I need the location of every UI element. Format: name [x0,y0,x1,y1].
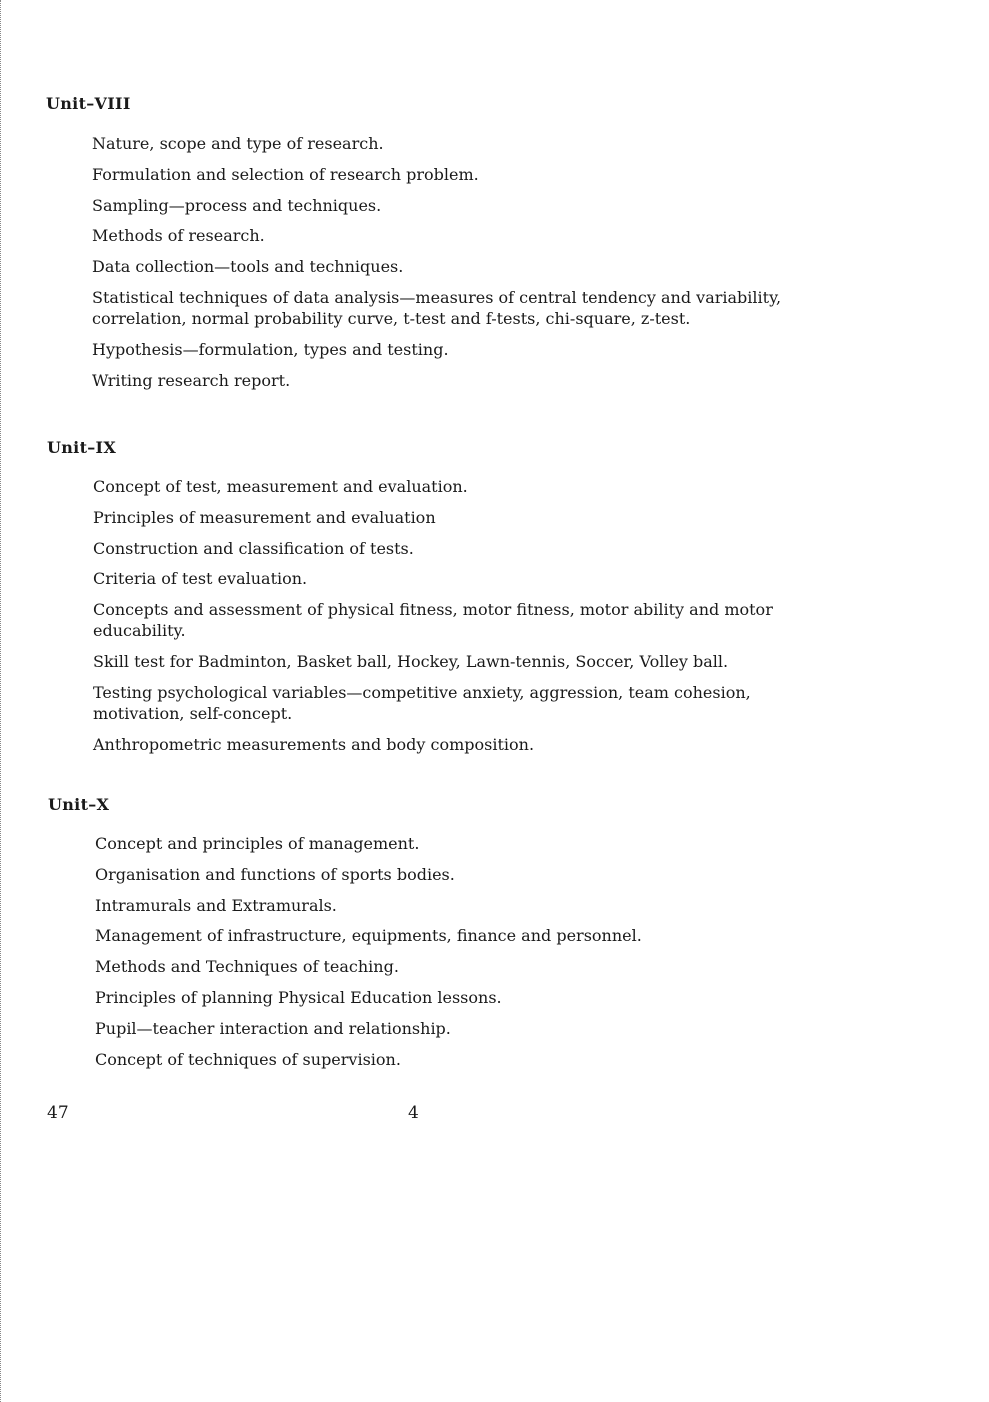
list-item: Data collection—tools and techniques. [92,257,404,277]
page-left-edge [0,0,3,1402]
list-item: Nature, scope and type of research. [92,134,384,153]
list-item: Construction and classification of tests. [93,538,414,558]
list-item: Sampling—process and techniques. [92,195,382,215]
list-item: Methods of research. [92,226,265,246]
list-item: Concept of test, measurement and evaluation. [93,477,468,496]
list-item: Principles of measurement and evaluation [93,507,436,527]
list-item: Concept of techniques of supervision. [95,1049,401,1069]
list-item: Hypothesis—formulation, types and testing. [92,339,449,359]
list-item: Writing research report. [92,370,291,390]
list-item: Principles of planning Physical Education lessons. [95,987,502,1007]
list-item: Concepts and assessment of physical fitness, motor fitness, motor ability and motor educability. [93,600,773,641]
list-item: Statistical techniques of data analysis—measures of central tendency and variability, correlation, normal probability curve, t-test and f-tests, chi-square, z-test. [92,287,782,328]
list-item: Pupil—teacher interaction and relationship. [95,1018,451,1038]
list-item: Testing psychological variables—competitive anxiety, aggression, team cohesion, motivation, self-concept. [93,682,751,723]
list-item: Skill test for Badminton, Basket ball, Hockey, Lawn-tennis, Soccer, Volley ball. [93,651,729,671]
page-number: 4 [408,1103,419,1123]
list-item: Intramurals and Extramurals. [95,895,337,915]
list-item: Formulation and selection of research problem. [92,164,479,184]
unit-x-heading: Unit–X [48,795,110,814]
list-item: Methods and Techniques of teaching. [95,957,399,977]
list-item: Concept and principles of management. [95,834,420,853]
list-item: Management of infrastructure, equipments, finance and personnel. [95,926,642,946]
unit-viii-items [92,133,784,400]
unit-ix-items [93,476,785,764]
footer-code: 47 [47,1103,69,1123]
unit-viii-heading: Unit–VIII [46,94,131,113]
unit-x-items [95,833,787,1079]
unit-ix-heading: Unit–IX [47,438,117,457]
list-item: Criteria of test evaluation. [93,569,308,589]
list-item: Anthropometric measurements and body composition. [93,734,535,754]
list-item: Organisation and functions of sports bodies. [95,864,455,884]
